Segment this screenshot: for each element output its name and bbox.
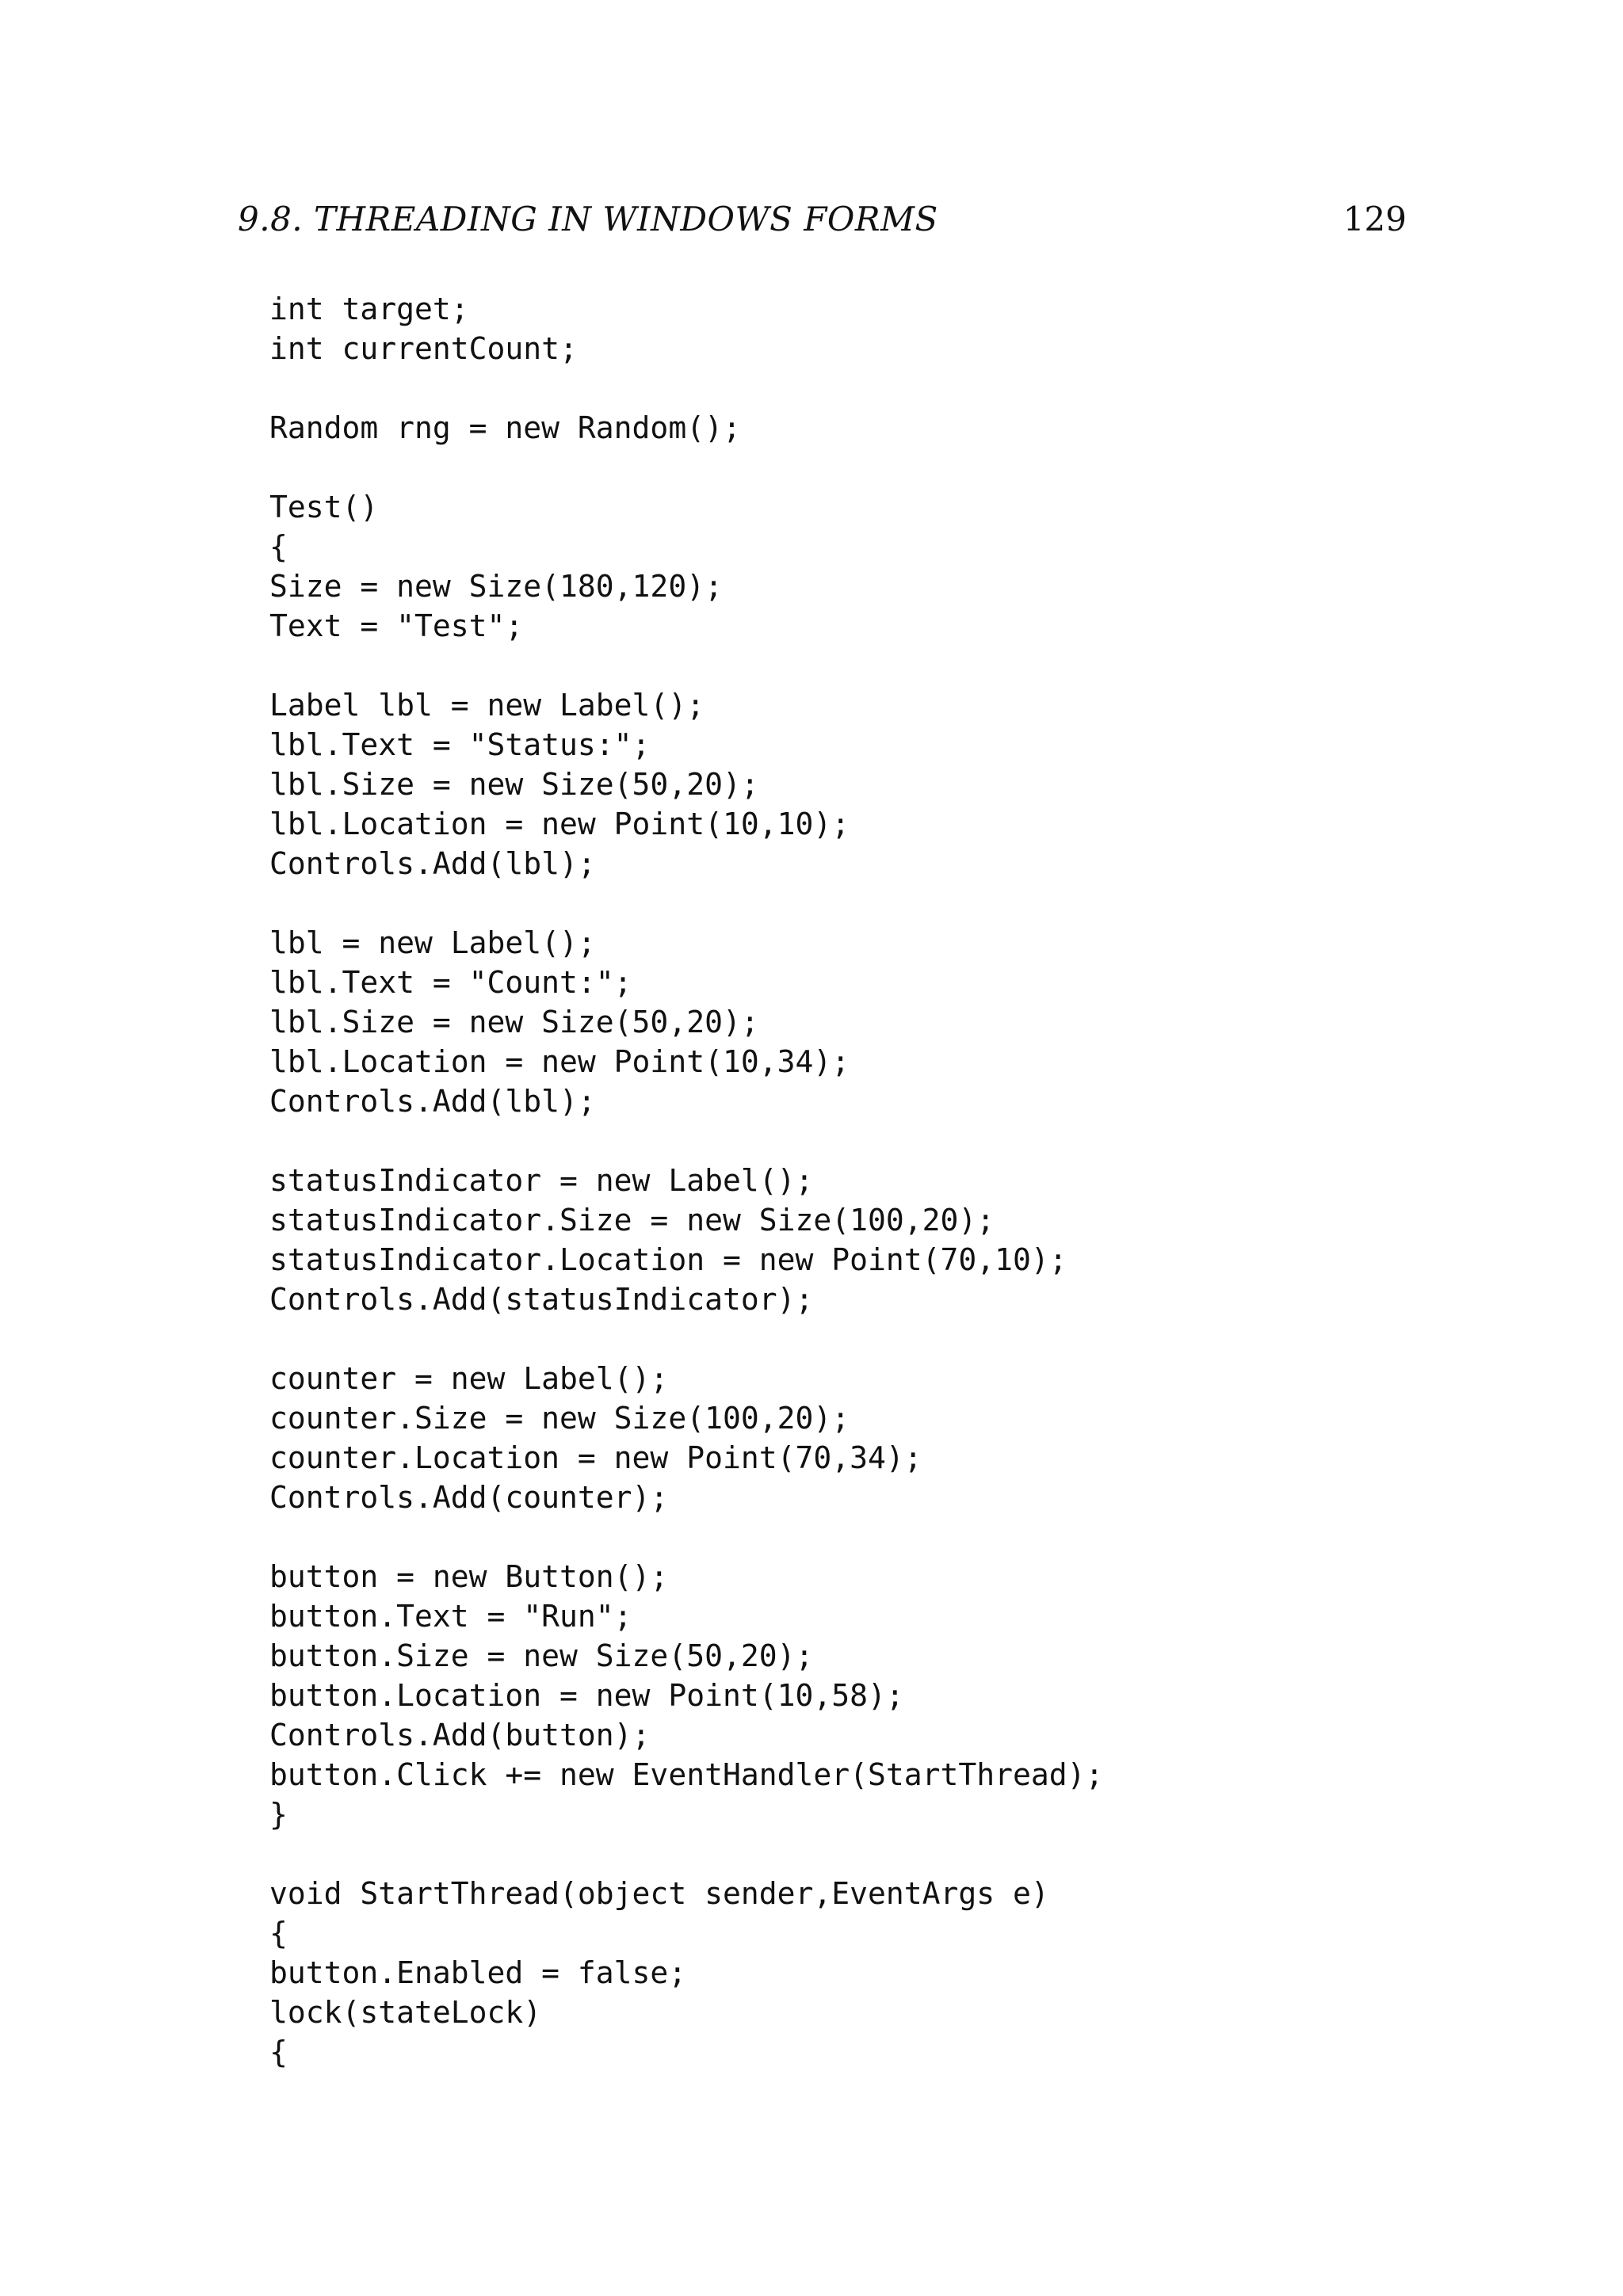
- code-line: statusIndicator.Location = new Point(70,10);: [269, 1242, 1067, 1277]
- code-line: void StartThread(object sender,EventArgs e): [269, 1876, 1049, 1911]
- page-number: 129: [1342, 200, 1407, 238]
- code-line: [269, 646, 1458, 685]
- code-line: [269, 1319, 1458, 1359]
- code-line: lbl.Size = new Size(50,20);: [269, 767, 759, 802]
- code-line: button = new Button();: [269, 1559, 669, 1594]
- code-line: counter = new Label();: [269, 1361, 669, 1396]
- code-line: int currentCount;: [269, 331, 578, 366]
- code-line: button.Click += new EventHandler(StartThread);: [269, 1757, 1104, 1792]
- code-line: Label lbl = new Label();: [269, 688, 705, 723]
- code-line: Controls.Add(counter);: [269, 1480, 669, 1515]
- code-line: button.Enabled = false;: [269, 1955, 687, 1990]
- code-line: Controls.Add(lbl);: [269, 846, 596, 881]
- code-line: [269, 1121, 1458, 1161]
- code-line: button.Location = new Point(10,58);: [269, 1678, 904, 1713]
- running-header: [238, 196, 1407, 243]
- code-line: lbl.Location = new Point(10,10);: [269, 807, 850, 841]
- code-line: [269, 883, 1458, 923]
- code-line: Size = new Size(180,120);: [269, 569, 723, 604]
- code-line: lbl = new Label();: [269, 925, 596, 960]
- code-line: Text = "Test";: [269, 608, 524, 643]
- code-line: statusIndicator.Size = new Size(100,20);: [269, 1203, 995, 1238]
- code-line: Controls.Add(statusIndicator);: [269, 1282, 814, 1317]
- code-line: {: [269, 1916, 288, 1951]
- code-line: lbl.Location = new Point(10,34);: [269, 1044, 850, 1079]
- code-line: Random rng = new Random();: [269, 410, 741, 445]
- code-line: counter.Size = new Size(100,20);: [269, 1401, 850, 1436]
- section-title: 9.8. THREADING IN WINDOWS FORMS: [238, 200, 938, 238]
- code-line: Test(): [269, 490, 379, 524]
- code-line: Controls.Add(lbl);: [269, 1084, 596, 1119]
- code-line: [269, 1517, 1458, 1557]
- code-line: counter.Location = new Point(70,34);: [269, 1440, 922, 1475]
- code-line: {: [269, 2035, 288, 2069]
- code-listing: [269, 289, 1458, 2072]
- code-line: lbl.Size = new Size(50,20);: [269, 1005, 759, 1039]
- code-line: button.Text = "Run";: [269, 1599, 632, 1634]
- code-line: }: [269, 1797, 288, 1832]
- code-line: [269, 368, 1458, 408]
- code-line: lbl.Text = "Count:";: [269, 965, 632, 1000]
- code-line: statusIndicator = new Label();: [269, 1163, 814, 1198]
- code-line: [269, 448, 1458, 487]
- code-line: int target;: [269, 292, 469, 326]
- code-line: [269, 1834, 1458, 1874]
- code-line: lock(stateLock): [269, 1995, 542, 2030]
- code-line: button.Size = new Size(50,20);: [269, 1638, 814, 1673]
- code-line: lbl.Text = "Status:";: [269, 727, 651, 762]
- code-line: {: [269, 529, 288, 564]
- code-line: Controls.Add(button);: [269, 1718, 651, 1753]
